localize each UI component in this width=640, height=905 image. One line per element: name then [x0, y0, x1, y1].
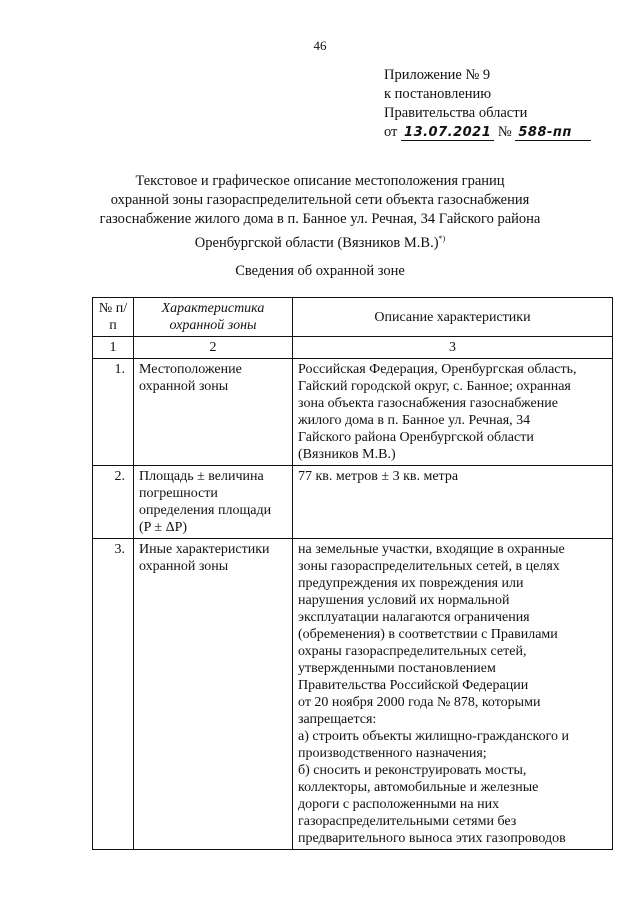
number-prefix: № [497, 124, 512, 140]
desc-line: Гайский городской округ, с. Банное; охранная [298, 379, 571, 394]
desc-line: утвержденными постановлением [298, 661, 496, 676]
title-line-1: Текстовое и графическое описание местоположения границ [135, 173, 505, 189]
row-description [293, 359, 613, 466]
table-row [93, 466, 613, 539]
desc-line: Российская Федерация, Оренбургская область, [298, 362, 577, 377]
desc-line: Правительства Российской Федерации [298, 678, 529, 693]
desc-line: охраны газораспределительных сетей, [298, 644, 527, 659]
desc-line: Гайского района Оренбургской области [298, 430, 534, 445]
appendix-line-3: Правительства области [384, 105, 528, 121]
handwritten-date: 13.07.2021 [401, 125, 494, 141]
desc-line: производственного назначения; [298, 746, 487, 761]
row-characteristic: Площадь ± величина погрешности определения площади (P ± ΔP) [134, 466, 293, 539]
row-num: 1. [93, 359, 134, 466]
desc-line: предупреждения их повреждения или [298, 576, 524, 591]
desc-line: зоны газораспределительных сетей, в целях [298, 559, 560, 574]
footnote-mark: *) [438, 234, 446, 243]
desc-line: дороги с расположенными на них [298, 797, 500, 812]
desc-line: предварительного выноса этих газопроводов [298, 831, 566, 846]
desc-line: коллекторы, автомобильные и железные [298, 780, 539, 795]
title-line-3: газоснабжение жилого дома в п. Банное ул. Речная, 34 Гайского района [99, 211, 541, 227]
desc-line: от 20 ноября 2000 года № 878, которыми [298, 695, 541, 710]
table-row [93, 539, 613, 850]
date-prefix: от [384, 124, 398, 140]
zone-info-table [92, 297, 613, 850]
page-number: 46 [313, 38, 327, 53]
desc-line: на земельные участки, входящие в охранные [298, 542, 565, 557]
header-description: Описание характеристики [293, 298, 613, 337]
desc-line: нарушения условий их нормальной [298, 593, 510, 608]
row-characteristic: Иные характеристики охранной зоны [134, 539, 293, 850]
desc-line: эксплуатации налагаются ограничения [298, 610, 530, 625]
table-header-row [93, 298, 613, 337]
desc-line: жилого дома в п. Банное ул. Речная, 34 [298, 413, 531, 428]
desc-line: запрещается: [298, 712, 377, 727]
desc-line: газораспределительными сетями без [298, 814, 517, 829]
title-line-4-wrap [60, 229, 580, 253]
row-num: 3. [93, 539, 134, 850]
desc-line: (Вязников М.В.) [298, 447, 396, 462]
section-subtitle: Сведения об охранной зоне [235, 263, 405, 279]
desc-line: а) строить объекты жилищно-гражданского и [298, 729, 569, 744]
document-title [60, 172, 580, 253]
table-row [93, 359, 613, 466]
handwritten-number: 588-пп [515, 125, 591, 141]
desc-line: 77 кв. метров ± 3 кв. метра [298, 469, 459, 484]
title-line-2: охранной зоны газораспределительной сети объекта газоснабжения [110, 192, 530, 208]
appendix-date-line [384, 123, 591, 142]
table-colnum-row [93, 337, 613, 359]
header-num: № п/п [93, 298, 134, 337]
appendix-block [384, 66, 591, 142]
colnum-3: 3 [293, 337, 613, 359]
colnum-1: 1 [93, 337, 134, 359]
row-description [293, 466, 613, 539]
row-num: 2. [93, 466, 134, 539]
appendix-line-1: Приложение № 9 [384, 67, 491, 83]
row-description [293, 539, 613, 850]
colnum-2: 2 [134, 337, 293, 359]
row-characteristic: Местоположение охранной зоны [134, 359, 293, 466]
desc-line: (обременения) в соответствии с Правилами [298, 627, 558, 642]
desc-line: б) сносить и реконструировать мосты, [298, 763, 527, 778]
title-line-4: Оренбургской области (Вязников М.В.) [194, 234, 439, 251]
desc-line: зона объекта газоснабжения газоснабжение [298, 396, 558, 411]
header-characteristic: Характеристика охранной зоны [134, 298, 293, 337]
appendix-line-2: к постановлению [384, 86, 492, 102]
